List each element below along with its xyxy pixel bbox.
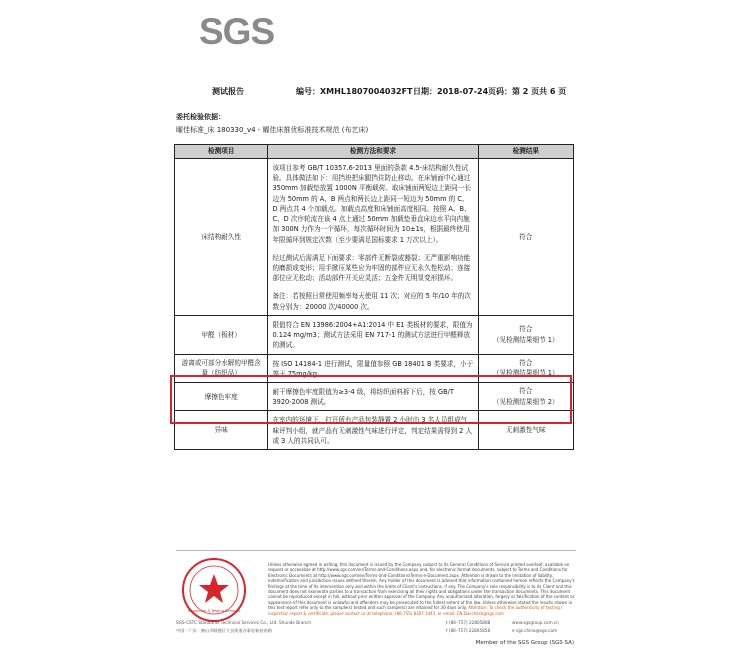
sgs-logo: SGS [199, 11, 275, 52]
formaldehyde-highlight-box [170, 375, 572, 424]
header-method: 检测方法和要求 [268, 145, 478, 159]
report-title: 测试报告 [212, 87, 244, 96]
method-paragraph: 经过测试后需满足下面要求：零部件无断裂或豁裂；无严重影响功能的磨损或变形；用手掀压某些应为牢固的部件应无永久性松动；连接部位应无松动；活动部件开关应灵活；五金件无明显变形损坏。 [272, 253, 471, 283]
result-note: （见检测结果细节 1） [492, 369, 559, 378]
header-result: 检测结果 [478, 145, 574, 159]
result-note: （见检测结果细节 1） [492, 335, 559, 344]
seal-label: Inspection & Testing Services [187, 609, 241, 613]
website: www.sgsgroup.com.cn [512, 620, 559, 625]
report-number: 编号：XMHL1807004032FT [296, 87, 413, 96]
header-test-item: 检测项目 [175, 145, 268, 159]
sgs-member-note: Member of the SGS Group (SGS SA) [475, 640, 574, 646]
phone-2: f (86–757) 22805858 [446, 628, 491, 633]
report-page: 页码：第 2 页共 6 页 [488, 87, 567, 96]
row-method: 在室内的环境下，打开所有产品包装静置 2 小时由 3 名人员组成气味评判小组，就产品有无刺激性气味进行评定，判定结果需得到 2 人或 3 人的共同认可。 [268, 411, 478, 450]
table-row [175, 159, 574, 316]
disclaimer-text: Unless otherwise agreed in writing, this document is issued by the Company subject to its General Conditions of Service printed overleaf, available on request or accessible at http://www.sgs.com/en/Terms-and-Conditions.aspx and, for electronic format documents, subject to Terms and Conditions for Electronic Documents at http://www.sgs.com/en/Terms-and-Conditions/Terms-e-Document.aspx. Attention is drawn to the limitation of liability, indemnification and jurisdiction issues defined therein. Any holder of this document is advised that information contained hereon reflects the Company's findings at the time of its intervention only and within the limits of Client's instructions, if any. The Company's sole responsibility is to its Client and this document does not exonerate parties to a transaction from exercising all their rights and obligations under the transaction documents. This document cannot be reproduced except in full, without prior written approval of the Company. Any unauthorized alteration, forgery or falsification of the content or appearance of this document is unlawful and offenders may be prosecuted to the fullest extent of the law. Unless otherwise stated the results shown in this test report refer only to the sample(s) tested and such sample(s) are retained for 30 days only. [268, 562, 575, 611]
row-item: 游离或可部分水解的甲醛含量（纺织品） [175, 354, 268, 382]
sgs-seal-icon [180, 556, 248, 624]
row-method: 限值符合 EN 13986:2004+A1:2014 中 E1 类板材的要求，限值为 0.124 mg/m3；测试方法采用 EN 717-1 的测试方法进行甲醛释放的测试。 [268, 315, 478, 354]
table-row [175, 315, 574, 354]
client-basis-value: 曜佳标准_床 180330_v4 - 曜佳床推优标准技术规范 (布艺床) [176, 126, 369, 134]
table-header-row [175, 145, 574, 159]
method-paragraph: 该项目参考 GB/T 10357.6-2013 里面的条款 4.5-床结构耐久性试验。具体做法如下：用挡块把床腿挡住防止移动。在床铺面中心通过 350mm 加载垫放置 1000N 平衡载荷。取床铺面两短边上距同一长边为 50mm 的 A、B 两点和两长边上距同一短边为 50mm 的 C、D 两点共 4 个加载点。加载点高度和床铺面高度相同。按照 A、B、C、D 次序轮流在该 4 点上通过 50mm 加载垫垂直床边水平向内施加 300N 力作为一个循环，每次循环时间为 10±1s，根据最终使用年限循环到规定次数（至少要满足国标要求 1 万次以上）。 [272, 164, 471, 244]
result-verdict: 符合 [519, 359, 533, 367]
attention-text: Attention: To check the authenticity of testing / inspection report & certificate, please contact us at telephone: (86-755) 8307 1443, or email: CN.Doccheck@sgs.com [268, 605, 563, 616]
row-item: 甲醛（板材） [175, 315, 268, 354]
row-result: 无刺激性气味 [478, 411, 574, 450]
client-basis-label: 委托检验依据： [176, 113, 225, 121]
address-line-2 [176, 628, 576, 634]
row-item: 摩擦色牢度 [175, 382, 268, 410]
method-paragraph: 备注：若按照日常使用频率每天使用 11 次；对应的 5 年/10 年的次数分别为：20000 次/40000 次。 [272, 292, 471, 311]
report-date: 日期：2018-07-24 [413, 87, 489, 96]
row-result [478, 315, 574, 354]
row-item: 床结构耐久性 [175, 159, 268, 316]
result-verdict: 符合 [519, 387, 533, 396]
phone-1: t (86–757) 22805888 [446, 620, 491, 625]
row-method: 按 ISO 14184-1 进行测试，限量值参照 GB 18401 B 类要求，小于等于 75mg/kg。 [268, 354, 478, 382]
result-verdict: 符合 [519, 325, 533, 334]
address-cn: 中国 · 广东 · 佛山市顺德区大良街道办事处新桂南路 [176, 628, 272, 633]
row-method [268, 159, 478, 316]
email: e sgs.china@sgs.com [512, 628, 558, 633]
footer-divider [176, 550, 576, 551]
address-en: SGS-CSTC Standards Technical Services Co., Ltd. Shunde Branch [176, 620, 311, 625]
row-item: 异味 [175, 411, 268, 450]
footer-disclaimer [268, 562, 576, 616]
row-result: 符合 [478, 159, 574, 316]
row-method: 耐干摩擦色牢度限值为≥3-4 级，将纺织面料拆下后，按 GB/T 3920-2008 测试。 [268, 382, 478, 410]
result-note: （见检测结果细节 2） [492, 397, 559, 406]
address-line-1 [176, 620, 576, 625]
